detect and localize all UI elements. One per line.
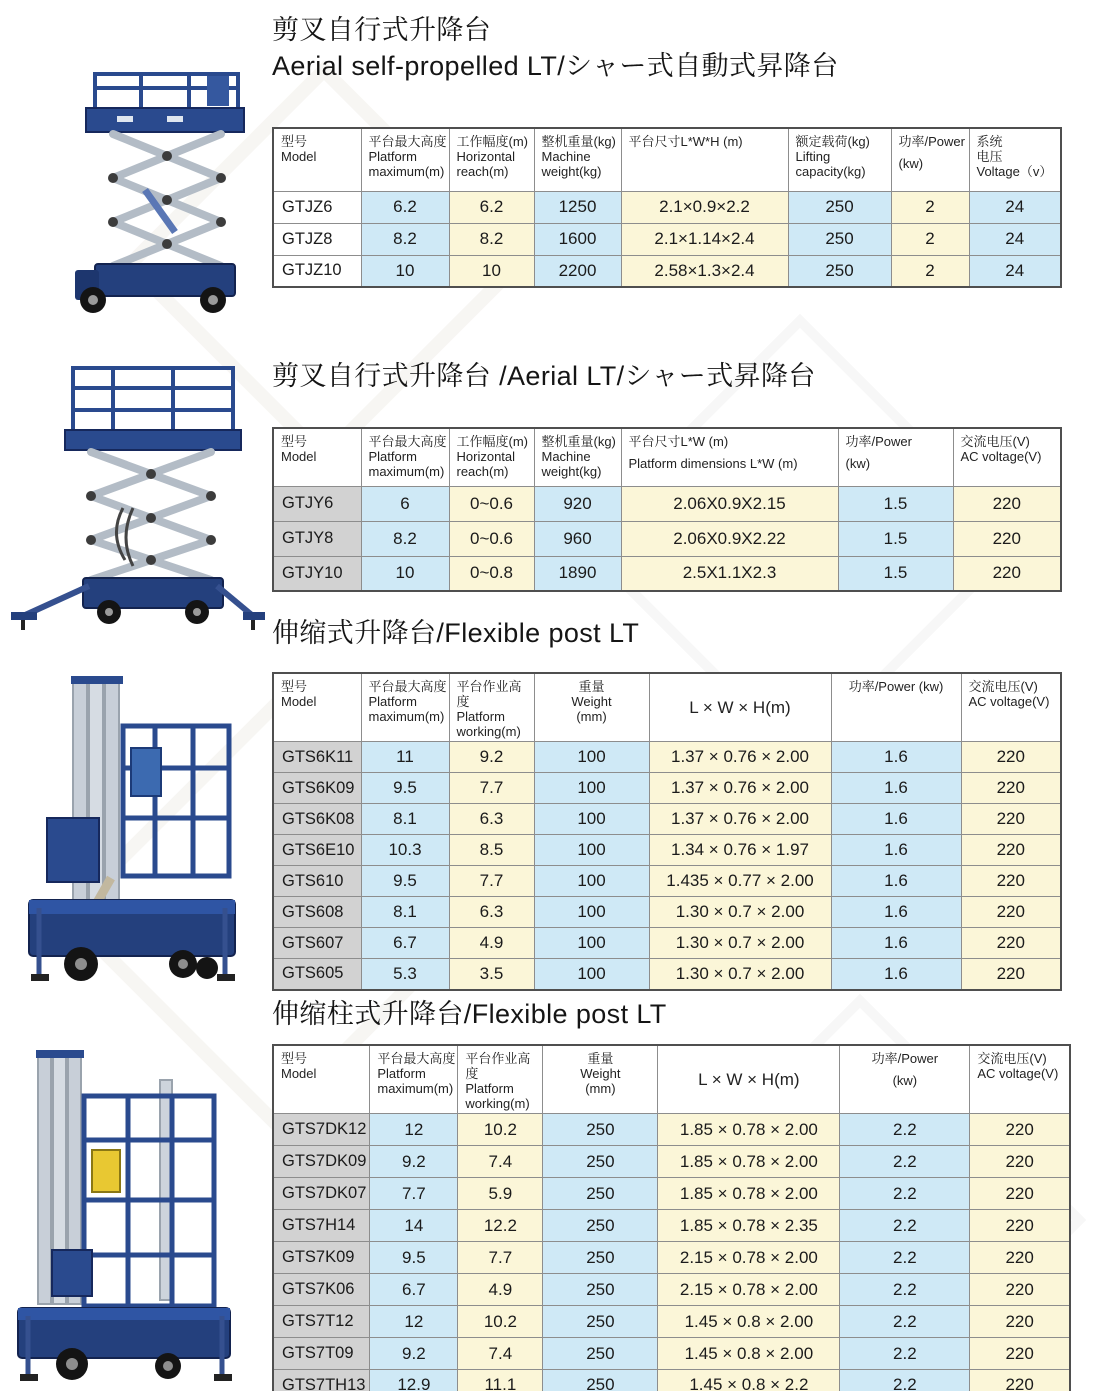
model-cell: GTS7DK09 (273, 1146, 370, 1178)
model-cell: GTJZ6 (273, 191, 361, 223)
table-row (273, 486, 1061, 521)
column-header: 额定载荷(kg) Lifting capacity(kg) (788, 128, 891, 191)
double-mast-lift-image (10, 1040, 240, 1388)
table-row (273, 191, 1061, 223)
value-cell: 250 (788, 223, 891, 255)
value-cell: 960 (534, 521, 621, 556)
single-mast-lift-illustration (15, 668, 255, 995)
column-header: 交流电压(V) AC voltage(V) (953, 428, 1061, 486)
column-header: 平台最大高度 Platform maximum(m) (361, 673, 449, 742)
value-cell: 0~0.6 (449, 486, 534, 521)
column-header: 功率/Power (kw) (838, 428, 953, 486)
value-cell: 6.2 (361, 191, 449, 223)
model-cell: GTS7DK07 (273, 1178, 370, 1210)
value-cell: 100 (534, 804, 649, 835)
column-header: 功率/Power (kw) (840, 1045, 970, 1114)
value-cell: 6.3 (449, 897, 534, 928)
value-cell: 5.9 (458, 1178, 543, 1210)
model-cell: GTS608 (273, 897, 361, 928)
column-header: 型号 Model (273, 1045, 370, 1114)
value-cell: 1.5 (838, 556, 953, 591)
value-cell: 2.2 (840, 1338, 970, 1370)
value-cell: 8.2 (361, 223, 449, 255)
column-header: L × W × H(m) (658, 1045, 840, 1114)
value-cell: 220 (970, 1274, 1070, 1306)
value-cell: 250 (788, 255, 891, 287)
value-cell: 1.435 × 0.77 × 2.00 (649, 866, 831, 897)
section-title-aerial-self-propelled (272, 12, 839, 84)
value-cell: 12 (370, 1306, 458, 1338)
value-cell: 1.6 (831, 835, 961, 866)
column-header: 平台尺寸L*W (m) Platform dimensions L*W (m) (621, 428, 838, 486)
value-cell: 1.6 (831, 959, 961, 990)
value-cell: 1.45 × 0.8 × 2.00 (658, 1338, 840, 1370)
value-cell: 4.9 (449, 928, 534, 959)
value-cell: 1.45 × 0.8 × 2.2 (658, 1370, 840, 1391)
value-cell: 1.30 × 0.7 × 2.00 (649, 897, 831, 928)
value-cell: 7.7 (370, 1178, 458, 1210)
table-row (273, 959, 1061, 990)
single-mast-lift-image (15, 668, 255, 995)
scissor-lift-illustration (55, 62, 270, 314)
value-cell: 1.37 × 0.76 × 2.00 (649, 804, 831, 835)
value-cell: 250 (543, 1274, 658, 1306)
value-cell: 7.7 (449, 773, 534, 804)
value-cell: 1.6 (831, 804, 961, 835)
value-cell: 10.3 (361, 835, 449, 866)
table-row (273, 1370, 1070, 1391)
model-cell: GTJZ10 (273, 255, 361, 287)
value-cell: 220 (970, 1146, 1070, 1178)
value-cell: 7.4 (458, 1338, 543, 1370)
table-row (273, 223, 1061, 255)
spec-table-aerial-lt (272, 427, 1062, 592)
title-line-zh: 剪叉自行式升降台 (272, 15, 492, 45)
value-cell: 1600 (534, 223, 621, 255)
value-cell: 100 (534, 835, 649, 866)
section-title-aerial-lt (272, 358, 816, 394)
value-cell: 12 (370, 1114, 458, 1146)
table-row (273, 1338, 1070, 1370)
column-header: 重量 Weight (mm) (543, 1045, 658, 1114)
value-cell: 1.6 (831, 742, 961, 773)
table-row (273, 804, 1061, 835)
title-line: 伸缩式升降台/Flexible post LT (272, 618, 640, 648)
table-row (273, 773, 1061, 804)
value-cell: 10 (361, 556, 449, 591)
model-cell: GTS605 (273, 959, 361, 990)
section-title-flexible-post (272, 615, 639, 651)
column-header: 型号 Model (273, 428, 361, 486)
value-cell: 7.7 (458, 1242, 543, 1274)
value-cell: 1.37 × 0.76 × 2.00 (649, 773, 831, 804)
table-row (273, 255, 1061, 287)
table-row (273, 866, 1061, 897)
value-cell: 1.34 × 0.76 × 1.97 (649, 835, 831, 866)
table-row (273, 1210, 1070, 1242)
value-cell: 2.2 (840, 1370, 970, 1391)
value-cell: 7.4 (458, 1146, 543, 1178)
value-cell: 10 (361, 255, 449, 287)
value-cell: 100 (534, 773, 649, 804)
value-cell: 1.85 × 0.78 × 2.00 (658, 1178, 840, 1210)
model-cell: GTS6K08 (273, 804, 361, 835)
title-line: 伸缩柱式升降台/Flexible post LT (272, 999, 667, 1029)
value-cell: 1.6 (831, 773, 961, 804)
header-row (273, 673, 1061, 742)
value-cell: 4.9 (458, 1274, 543, 1306)
table-row (273, 897, 1061, 928)
value-cell: 250 (543, 1114, 658, 1146)
value-cell: 250 (543, 1338, 658, 1370)
value-cell: 2200 (534, 255, 621, 287)
value-cell: 100 (534, 959, 649, 990)
spec-table-flexible-post (272, 672, 1062, 991)
value-cell: 7.7 (449, 866, 534, 897)
value-cell: 920 (534, 486, 621, 521)
value-cell: 220 (961, 866, 1061, 897)
double-mast-lift-illustration (10, 1040, 240, 1388)
column-header: 型号 Model (273, 673, 361, 742)
value-cell: 24 (969, 255, 1061, 287)
value-cell: 100 (534, 928, 649, 959)
value-cell: 24 (969, 223, 1061, 255)
column-header: 工作幅度(m) Horizontal reach(m) (449, 128, 534, 191)
column-header: 系统 电压 Voltage（v） (969, 128, 1061, 191)
value-cell: 220 (953, 521, 1061, 556)
value-cell: 100 (534, 742, 649, 773)
model-cell: GTJY8 (273, 521, 361, 556)
value-cell: 9.5 (361, 773, 449, 804)
value-cell: 220 (961, 742, 1061, 773)
model-cell: GTS7K06 (273, 1274, 370, 1306)
model-cell: GTS7T09 (273, 1338, 370, 1370)
title-line-en: Aerial self-propelled LT/シャー式自動式昇降台 (272, 51, 839, 81)
value-cell: 220 (961, 959, 1061, 990)
value-cell: 2 (891, 255, 969, 287)
value-cell: 220 (970, 1306, 1070, 1338)
value-cell: 220 (970, 1338, 1070, 1370)
value-cell: 250 (543, 1370, 658, 1391)
value-cell: 1.30 × 0.7 × 2.00 (649, 959, 831, 990)
model-cell: GTS7DK12 (273, 1114, 370, 1146)
table-row (273, 1274, 1070, 1306)
scissor-lift-self-propelled-image (55, 62, 270, 314)
header-row (273, 128, 1061, 191)
value-cell: 220 (970, 1370, 1070, 1391)
model-cell: GTS607 (273, 928, 361, 959)
title-line: 剪叉自行式升降台 /Aerial LT/シャー式昇降台 (272, 361, 816, 391)
value-cell: 2.06X0.9X2.22 (621, 521, 838, 556)
value-cell: 11 (361, 742, 449, 773)
section-title-flexible-post-column (272, 996, 667, 1032)
column-header: 工作幅度(m) Horizontal reach(m) (449, 428, 534, 486)
value-cell: 2.2 (840, 1114, 970, 1146)
value-cell: 9.2 (370, 1146, 458, 1178)
value-cell: 1.30 × 0.7 × 2.00 (649, 928, 831, 959)
model-cell: GTS7H14 (273, 1210, 370, 1242)
value-cell: 0~0.6 (449, 521, 534, 556)
value-cell: 0~0.8 (449, 556, 534, 591)
table-row (273, 1146, 1070, 1178)
model-cell: GTS6K09 (273, 773, 361, 804)
value-cell: 14 (370, 1210, 458, 1242)
value-cell: 2.06X0.9X2.15 (621, 486, 838, 521)
value-cell: 12.2 (458, 1210, 543, 1242)
value-cell: 12.9 (370, 1370, 458, 1391)
table-row (273, 1178, 1070, 1210)
column-header: 功率/Power (kw) (891, 128, 969, 191)
table-row (273, 742, 1061, 773)
value-cell: 2.2 (840, 1306, 970, 1338)
value-cell: 1.37 × 0.76 × 2.00 (649, 742, 831, 773)
value-cell: 10.2 (458, 1306, 543, 1338)
value-cell: 250 (543, 1178, 658, 1210)
value-cell: 2.2 (840, 1242, 970, 1274)
value-cell: 2.2 (840, 1274, 970, 1306)
value-cell: 24 (969, 191, 1061, 223)
value-cell: 8.1 (361, 804, 449, 835)
value-cell: 1.5 (838, 521, 953, 556)
value-cell: 220 (961, 835, 1061, 866)
value-cell: 2.5X1.1X2.3 (621, 556, 838, 591)
model-cell: GTS7K09 (273, 1242, 370, 1274)
value-cell: 8.1 (361, 897, 449, 928)
table-row (273, 835, 1061, 866)
model-cell: GTS7TH13 (273, 1370, 370, 1391)
value-cell: 1.85 × 0.78 × 2.00 (658, 1114, 840, 1146)
column-header: 平台作业高度 Platform working(m) (458, 1045, 543, 1114)
value-cell: 1250 (534, 191, 621, 223)
value-cell: 6.2 (449, 191, 534, 223)
value-cell: 2.1×0.9×2.2 (621, 191, 788, 223)
model-cell: GTS610 (273, 866, 361, 897)
column-header: 重量 Weight (mm) (534, 673, 649, 742)
value-cell: 2.15 × 0.78 × 2.00 (658, 1242, 840, 1274)
value-cell: 220 (970, 1178, 1070, 1210)
value-cell: 8.5 (449, 835, 534, 866)
header-row (273, 428, 1061, 486)
column-header: 整机重量(kg) Machine weight(kg) (534, 428, 621, 486)
value-cell: 220 (953, 486, 1061, 521)
value-cell: 220 (970, 1210, 1070, 1242)
value-cell: 1.45 × 0.8 × 2.00 (658, 1306, 840, 1338)
scissor-lift-outriggers-illustration (5, 358, 267, 640)
value-cell: 1.6 (831, 866, 961, 897)
value-cell: 8.2 (361, 521, 449, 556)
value-cell: 8.2 (449, 223, 534, 255)
value-cell: 2.1×1.14×2.4 (621, 223, 788, 255)
value-cell: 6.7 (370, 1274, 458, 1306)
column-header: 平台作业高度 Platform working(m) (449, 673, 534, 742)
value-cell: 9.5 (361, 866, 449, 897)
value-cell: 10.2 (458, 1114, 543, 1146)
value-cell: 250 (543, 1210, 658, 1242)
value-cell: 2.58×1.3×2.4 (621, 255, 788, 287)
value-cell: 1.5 (838, 486, 953, 521)
value-cell: 220 (961, 928, 1061, 959)
value-cell: 250 (543, 1242, 658, 1274)
column-header: 平台最大高度 Platform maximum(m) (370, 1045, 458, 1114)
spec-table-flexible-post-column (272, 1044, 1071, 1391)
column-header: 交流电压(V) AC voltage(V) (961, 673, 1061, 742)
value-cell: 6 (361, 486, 449, 521)
value-cell: 9.5 (370, 1242, 458, 1274)
value-cell: 2 (891, 223, 969, 255)
value-cell: 1.85 × 0.78 × 2.00 (658, 1146, 840, 1178)
table-row (273, 1114, 1070, 1146)
value-cell: 1890 (534, 556, 621, 591)
value-cell: 5.3 (361, 959, 449, 990)
model-cell: GTS6K11 (273, 742, 361, 773)
value-cell: 250 (543, 1306, 658, 1338)
value-cell: 2.2 (840, 1146, 970, 1178)
header-row (273, 1045, 1070, 1114)
model-cell: GTJY6 (273, 486, 361, 521)
value-cell: 250 (543, 1146, 658, 1178)
value-cell: 220 (970, 1242, 1070, 1274)
scissor-lift-outriggers-image (5, 358, 267, 640)
model-cell: GTS6E10 (273, 835, 361, 866)
value-cell: 100 (534, 866, 649, 897)
value-cell: 11.1 (458, 1370, 543, 1391)
value-cell: 220 (961, 897, 1061, 928)
value-cell: 6.3 (449, 804, 534, 835)
table-row (273, 1242, 1070, 1274)
value-cell: 9.2 (370, 1338, 458, 1370)
column-header: 型号 Model (273, 128, 361, 191)
value-cell: 100 (534, 897, 649, 928)
value-cell: 3.5 (449, 959, 534, 990)
table-row (273, 521, 1061, 556)
table-row (273, 1306, 1070, 1338)
column-header: 整机重量(kg) Machine weight(kg) (534, 128, 621, 191)
spec-table-aerial-self-propelled (272, 127, 1062, 288)
column-header: 平台最大高度 Platform maximum(m) (361, 128, 449, 191)
table-row (273, 928, 1061, 959)
value-cell: 250 (788, 191, 891, 223)
value-cell: 9.2 (449, 742, 534, 773)
value-cell: 1.6 (831, 897, 961, 928)
column-header: 平台尺寸L*W*H (m) (621, 128, 788, 191)
value-cell: 220 (961, 773, 1061, 804)
model-cell: GTS7T12 (273, 1306, 370, 1338)
value-cell: 2.2 (840, 1210, 970, 1242)
model-cell: GTJY10 (273, 556, 361, 591)
value-cell: 2.2 (840, 1178, 970, 1210)
value-cell: 10 (449, 255, 534, 287)
value-cell: 220 (970, 1114, 1070, 1146)
value-cell: 2 (891, 191, 969, 223)
value-cell: 220 (961, 804, 1061, 835)
column-header: 平台最大高度 Platform maximum(m) (361, 428, 449, 486)
value-cell: 1.6 (831, 928, 961, 959)
column-header: 交流电压(V) AC voltage(V) (970, 1045, 1070, 1114)
value-cell: 6.7 (361, 928, 449, 959)
model-cell: GTJZ8 (273, 223, 361, 255)
table-row (273, 556, 1061, 591)
value-cell: 220 (953, 556, 1061, 591)
column-header: L × W × H(m) (649, 673, 831, 742)
value-cell: 1.85 × 0.78 × 2.35 (658, 1210, 840, 1242)
value-cell: 2.15 × 0.78 × 2.00 (658, 1274, 840, 1306)
column-header: 功率/Power (kw) (831, 673, 961, 742)
